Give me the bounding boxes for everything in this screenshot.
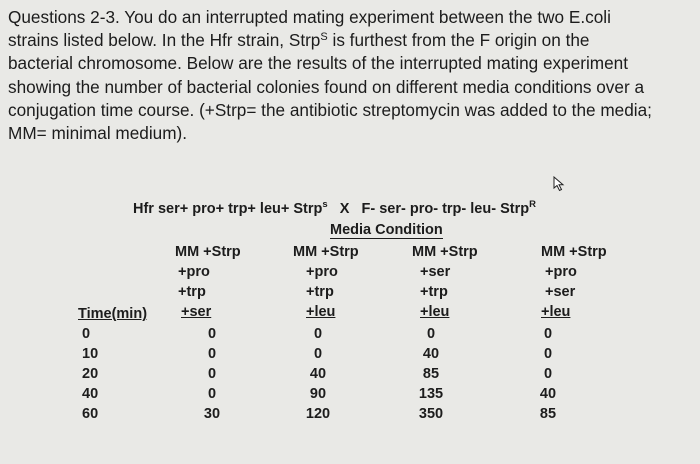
mouse-pointer-icon xyxy=(553,176,565,192)
time-value: 0 xyxy=(82,326,91,342)
strain-cross: Hfr ser+ pro+ trp+ leu+ Strp$^s$ X F- ser- pro- trp- leu- Strp$^R$ xyxy=(133,199,536,217)
colony-count: 135 xyxy=(418,386,444,402)
media-header-line: +pro xyxy=(545,264,577,280)
colony-count: 0 xyxy=(426,326,436,342)
question-line-6: MM= minimal medium). xyxy=(8,123,188,144)
question-line-5: conjugation time course. (+Strp= the antibiotic streptomycin was added to the media; xyxy=(8,99,652,120)
media-header-line: +pro xyxy=(178,264,210,280)
question-line-4: showing the number of bacterial colonies found on different media conditions over a xyxy=(8,76,645,97)
media-header-line: MM +Strp xyxy=(541,244,607,260)
colony-count: 85 xyxy=(539,406,557,422)
media-header-line: +leu xyxy=(306,304,336,320)
question-line-1: Questions 2-3. You do an interrupted mating experiment between the two E.coli xyxy=(8,7,611,27)
media-header-line: +leu xyxy=(541,304,571,320)
superscript-s: S xyxy=(320,31,328,44)
colony-count: 40 xyxy=(539,386,557,402)
colony-count: 40 xyxy=(422,346,440,362)
media-header-line: +ser xyxy=(181,304,212,320)
time-header: Time(min) xyxy=(78,306,148,322)
colony-count: 0 xyxy=(313,346,323,362)
time-value: 60 xyxy=(82,406,99,422)
colony-count: 85 xyxy=(422,366,440,382)
media-header-line: +trp xyxy=(420,284,448,300)
question-line-3: bacterial chromosome. Below are the results of the interrupted mating experiment xyxy=(8,53,629,74)
colony-count: 0 xyxy=(313,326,323,342)
colony-count: 0 xyxy=(207,326,217,342)
colony-count: 0 xyxy=(207,386,217,402)
cross-symbol: X xyxy=(339,201,350,217)
media-header-line: MM +Strp xyxy=(412,244,478,260)
media-condition-title: Media Condition xyxy=(330,222,443,238)
colony-count: 40 xyxy=(309,366,327,382)
media-header-line: MM +Strp xyxy=(293,244,359,260)
media-header-line: +trp xyxy=(178,284,206,300)
time-value: 40 xyxy=(82,386,99,402)
colony-count: 120 xyxy=(305,406,331,422)
media-header-line: MM +Strp xyxy=(175,244,241,260)
colony-count: 0 xyxy=(207,346,217,362)
media-header-line: +ser xyxy=(545,284,576,300)
colony-count: 30 xyxy=(203,406,221,422)
f-strain: F- ser- pro- trp- leu- Strp xyxy=(361,201,530,217)
media-header-line: +leu xyxy=(420,304,450,320)
time-value: 10 xyxy=(82,346,99,362)
colony-count: 0 xyxy=(207,366,217,382)
media-header-line: +trp xyxy=(306,284,334,300)
colony-count: 350 xyxy=(418,406,444,422)
colony-count: 0 xyxy=(543,366,553,382)
media-header-line: +pro xyxy=(306,264,338,280)
colony-count: 0 xyxy=(543,346,553,362)
media-header-line: +ser xyxy=(420,264,451,280)
question-text xyxy=(8,6,688,145)
time-value: 20 xyxy=(82,366,99,382)
question-line-2: strains listed below. In the Hfr strain, Strp$^S$ is furthest from the F origin on the xyxy=(8,30,590,51)
hfr-strain: Hfr ser+ pro+ trp+ leu+ Strp xyxy=(133,201,323,217)
colony-count: 90 xyxy=(309,386,327,402)
colony-count: 0 xyxy=(543,326,553,342)
